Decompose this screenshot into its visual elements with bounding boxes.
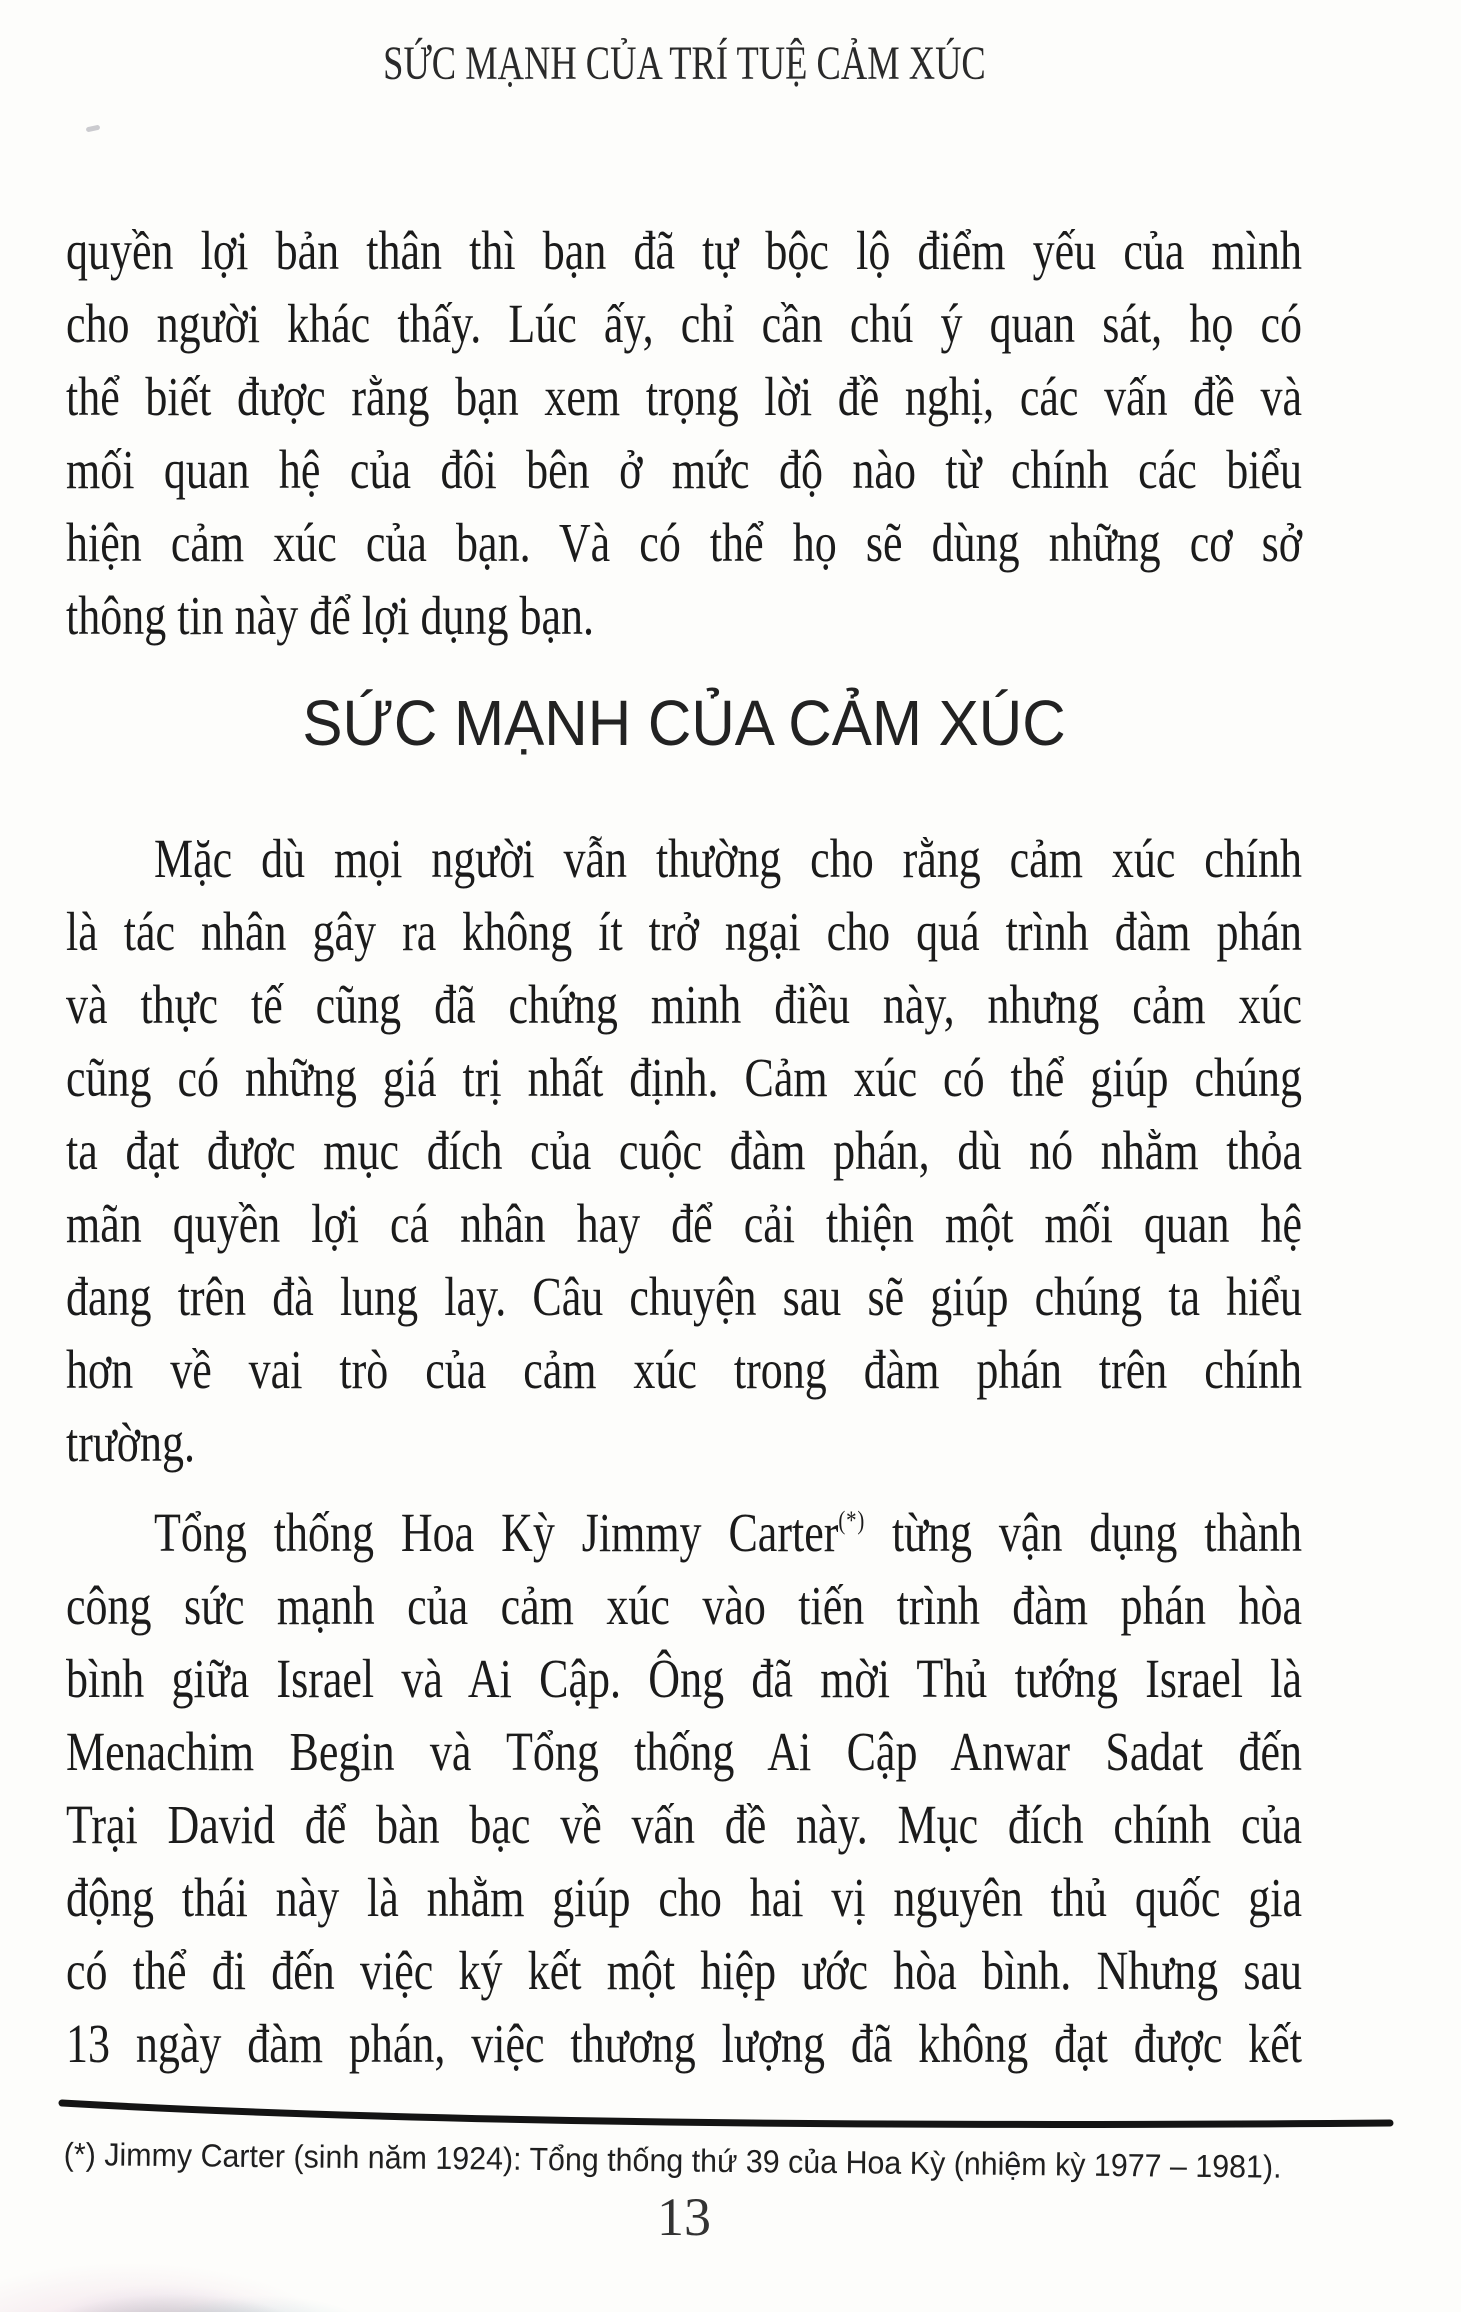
section-heading-text: SỨC MẠNH CỦA CẢM XÚC bbox=[302, 687, 1066, 759]
running-header-text: SỨC MẠNH CỦA TRÍ TUỆ CẢM XÚC bbox=[382, 37, 986, 90]
footnote-reference-marker: (*) bbox=[838, 1506, 866, 1535]
text-line bbox=[66, 1484, 1302, 1569]
text-line: công sức mạnh của cảm xúc vào tiến trình đàm phán hòa bbox=[66, 1575, 1302, 1636]
running-header bbox=[66, 38, 1302, 90]
footnote-text-wrap bbox=[64, 2134, 1282, 2187]
footnote bbox=[64, 2134, 1444, 2188]
text-line: Menachim Begin và Tổng thống Ai Cập Anwar Sadat đến bbox=[66, 1721, 1302, 1782]
text-line: cho người khác thấy. Lúc ấy, chỉ cần chú ý quan sát, họ có bbox=[66, 293, 1302, 354]
scan-smudge bbox=[30, 2272, 330, 2312]
footnote-marker: (*) bbox=[63, 2136, 97, 2173]
text-line: quyền lợi bản thân thì bạn đã tự bộc lộ điểm yếu của mình bbox=[66, 220, 1302, 281]
footnote-text: Jimmy Carter (sinh năm 1924): Tổng thống thứ 39 của Hoa Kỳ (nhiệm kỳ 1977 – 1981). bbox=[95, 2136, 1282, 2185]
text-line: bình giữa Israel và Ai Cập. Ông đã mời Thủ tướng Israel là bbox=[66, 1648, 1302, 1709]
scan-smudge bbox=[70, 2290, 330, 2312]
text-line: cũng có những giá trị nhất định. Cảm xúc có thể giúp chúng bbox=[66, 1047, 1302, 1108]
text-line: có thể đi đến việc ký kết một hiệp ước hòa bình. Nhưng sau bbox=[66, 1940, 1302, 2001]
text-line: Mặc dù mọi người vẫn thường cho rằng cảm xúc chính bbox=[154, 828, 1302, 889]
footnote-divider bbox=[58, 2094, 1398, 2134]
scan-smudge bbox=[0, 2250, 380, 2312]
text-line: trường. bbox=[66, 1412, 195, 1473]
text-line: là tác nhân gây ra không ít trở ngại cho quá trình đàm phán bbox=[66, 901, 1302, 962]
text-line: động thái này là nhằm giúp cho hai vị nguyên thủ quốc gia bbox=[66, 1867, 1302, 1928]
text-line: thông tin này để lợi dụng bạn. bbox=[66, 585, 594, 646]
text-segment: Tổng thống Hoa Kỳ Jimmy Carter bbox=[154, 1502, 839, 1563]
paragraph-3 bbox=[66, 1484, 1302, 2080]
text-line: ta đạt được mục đích của cuộc đàm phán, dù nó nhằm thỏa bbox=[66, 1120, 1302, 1181]
paragraph-1 bbox=[66, 214, 1302, 652]
text-line: và thực tế cũng đã chứng minh điều này, nhưng cảm xúc bbox=[66, 974, 1302, 1035]
scan-smudge bbox=[180, 2292, 380, 2312]
text-line: mối quan hệ của đôi bên ở mức độ nào từ chính các biểu bbox=[66, 439, 1302, 500]
text-line: mãn quyền lợi cá nhân hay để cải thiện một mối quan hệ bbox=[66, 1193, 1302, 1254]
text-line: thể biết được rằng bạn xem trọng lời đề nghị, các vấn đề và bbox=[66, 366, 1302, 427]
page-number: 13 bbox=[657, 2187, 711, 2247]
section-heading bbox=[66, 688, 1302, 758]
text-line: hơn về vai trò của cảm xúc trong đàm phán trên chính bbox=[66, 1339, 1302, 1400]
scan-speck bbox=[86, 125, 101, 133]
text-line: đang trên đà lung lay. Câu chuyện sau sẽ giúp chúng ta hiểu bbox=[66, 1266, 1302, 1327]
text-segment: từng vận dụng thành bbox=[865, 1502, 1302, 1563]
text-line: Trại David để bàn bạc về vấn đề này. Mục đích chính của bbox=[66, 1794, 1302, 1855]
paragraph-2 bbox=[66, 822, 1302, 1479]
text-line: hiện cảm xúc của bạn. Và có thể họ sẽ dùng những cơ sở bbox=[66, 512, 1302, 573]
text-line: 13 ngày đàm phán, việc thương lượng đã không đạt được kết bbox=[66, 2013, 1302, 2074]
